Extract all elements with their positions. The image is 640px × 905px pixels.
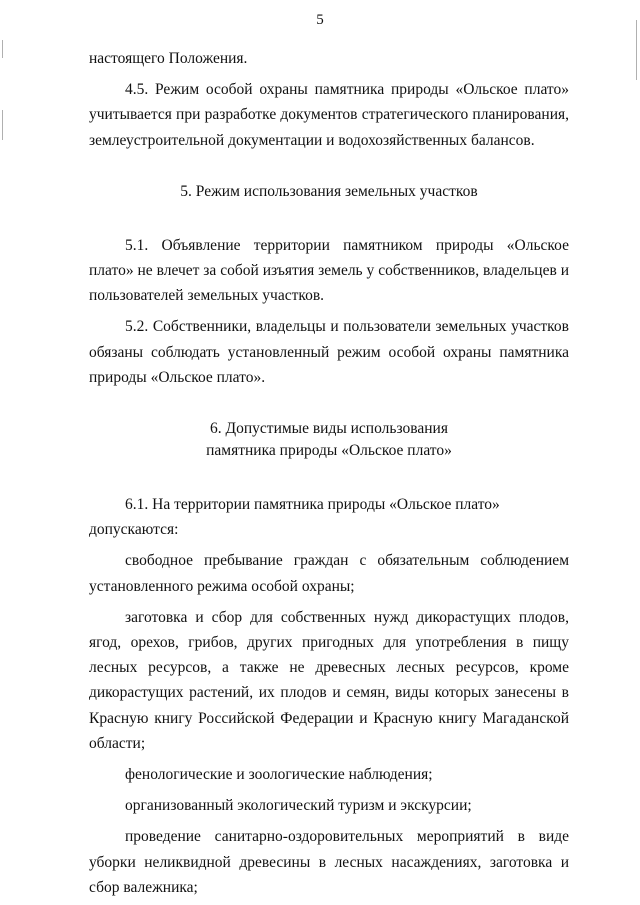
paragraph-5-2: 5.2. Собственники, владельцы и пользователи земельных участков обязаны соблюдать установленный режим особой охраны памятника природы «Ольское плато». <box>89 318 569 386</box>
list-item: проведение санитарно-оздоровительных мероприятий в виде уборки неликвидной древесины в лесных насаждениях, заготовка и сбор валежника; <box>89 828 569 896</box>
section-6-title-line-1: 6. Допустимые виды использования <box>210 420 448 438</box>
list-item: заготовка и сбор для собственных нужд дикорастущих плодов, ягод, орехов, грибов, других пригодных для употребления в пищу лесных ресурсов, а также не древесных лесных ресурсов, кроме дикорастущих растений, их плодов и семян, виды которых занесены в Красную книгу Российской Федерации и Красную книгу Магаданской области; <box>89 608 569 752</box>
list-item: фенологические и зоологические наблюдения; <box>125 766 433 784</box>
paragraph-continuation: настоящего Положения. <box>89 50 248 67</box>
scan-margin-mark <box>2 110 3 140</box>
list-item: организованный экологический туризм и экскурсии; <box>125 797 472 815</box>
paragraph-5-1: 5.1. Объявление территории памятником природы «Ольское плато» не влечет за собой изъятия земель у собственников, владельцев и пользователей земельных участков. <box>89 236 569 305</box>
page-number: 5 <box>316 12 324 28</box>
scan-margin-mark <box>636 20 637 80</box>
section-6-title-line-2: памятника природы «Ольское плато» <box>206 442 452 460</box>
paragraph-4-5: 4.5. Режим особой охраны памятника природы «Ольское плато» учитывается при разработке документов стратегического планирования, землеустроительной документации и водохозяйственных балансов. <box>89 81 569 149</box>
section-5-title: 5. Режим использования земельных участков <box>180 182 478 200</box>
paragraph-6-1-line-2: допускаются: <box>89 521 179 539</box>
list-item: свободное пребывание граждан с обязательным соблюдением установленного режима особой охраны; <box>89 552 569 595</box>
scan-margin-mark <box>2 40 3 58</box>
paragraph-6-1-line-1: 6.1. На территории памятника природы «Ольское плато» <box>125 496 500 514</box>
document-body <box>89 46 569 900</box>
